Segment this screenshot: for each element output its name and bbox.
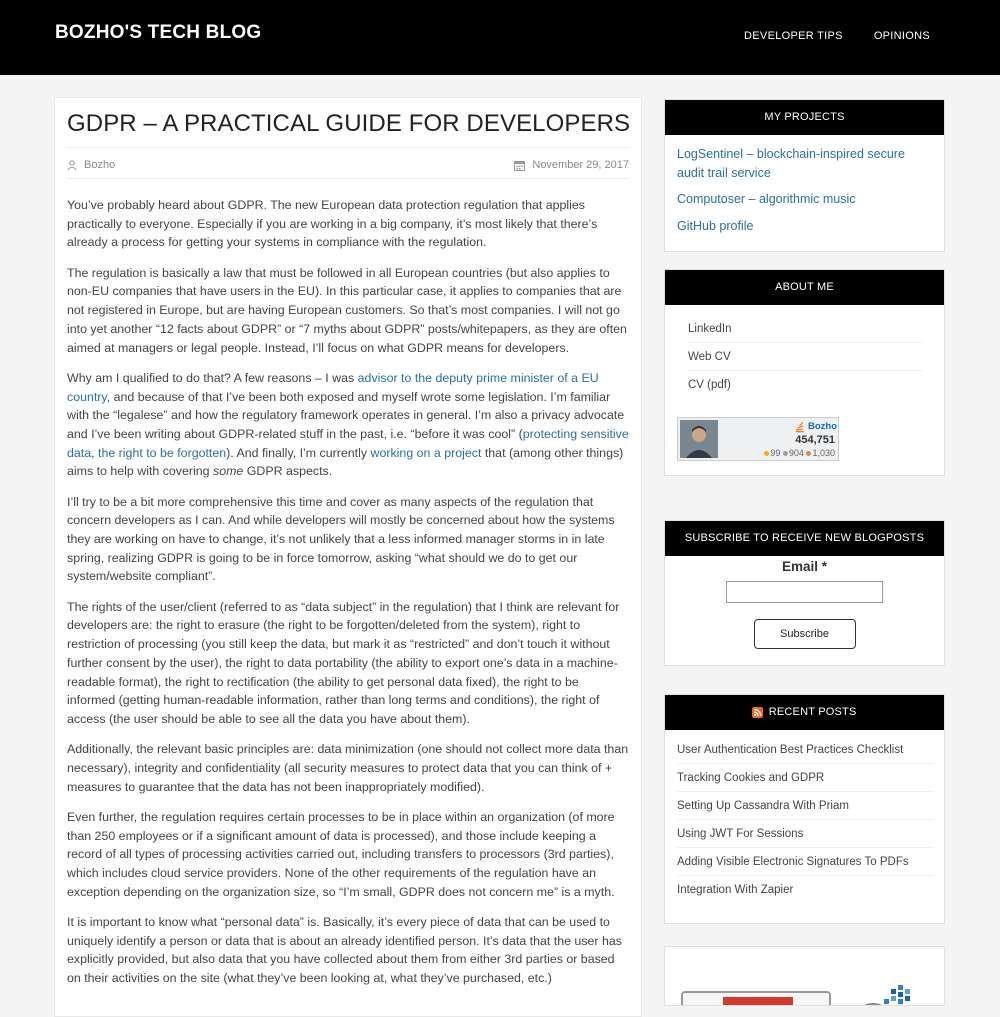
meta-divider	[67, 178, 629, 179]
project-link-logsentinel[interactable]: LogSentinel – blockchain-inspired secure audit trail service	[677, 147, 905, 180]
widget-title: MY PROJECTS	[665, 100, 944, 135]
paragraph-4: I’ll try to be a bit more comprehensive this time and cover as many aspects of the regulation that concern developers as I can. And while developers will mostly be concerned about how the systems they are working on have to change, it’s not unlikely that a less informed manager storms in in late spring, realizing GDPR is going to be in force tomorrow, asking “what should we do to get our system/website compliant”.	[67, 494, 615, 584]
widget-badges	[664, 946, 945, 1006]
link-protecting-sensitive-data[interactable]: protecting sensitive data	[67, 426, 629, 460]
p3-text-6: GDPR aspects.	[243, 464, 333, 479]
recent-post-link[interactable]: User Authentication Best Practices Checklist	[677, 736, 932, 764]
post-meta	[67, 156, 629, 176]
gold-count: 99	[770, 448, 781, 458]
paragraph-3	[67, 369, 629, 481]
silver-count: 904	[788, 448, 804, 458]
p3-text-1: Why am I qualified to do that? A few reasons – I was	[67, 370, 358, 385]
link-working-on-project[interactable]: working on a project	[370, 445, 482, 460]
email-label: Email *	[781, 559, 828, 574]
about-link-web-cv[interactable]: Web CV	[688, 343, 922, 371]
paragraph-5: The rights of the user/client (referred to as “data subject” in the regulation) that I think are relevant for developers are: the right to erasure (the right to be forgotten/deleted from the system), right to restriction of processing (you still keep the data, but mark it as “restricted” and don’t touch it without further consent by the user), the right to data portability (the ability to export one’s data in a machine-readable format), the right to rectification (the ability to get personal data fixed), the right to be informed (getting human-readable information, rather than long terms and conditions), the right of access (the user should be able to see all the data you have about them).	[67, 599, 620, 726]
link-right-to-be-forgotten[interactable]: the right to be forgotten	[98, 445, 227, 460]
gold-badge-icon	[764, 451, 769, 456]
email-field[interactable]	[726, 581, 883, 603]
silver-badge-icon	[783, 451, 788, 456]
post-title: GDPR – A PRACTICAL GUIDE FOR DEVELOPERS	[67, 110, 631, 137]
flair-reputation: 454,751	[795, 434, 835, 446]
site-brand-link[interactable]: BOZHO'S TECH BLOG	[55, 22, 262, 43]
project-link-computoser[interactable]: Computoser – algorithmic music	[677, 192, 856, 206]
paragraph-7: Even further, the regulation requires certain processes to be in place within an organization (of more than 250 employees or if a significant amount of data is processed), and those include keeping a record of all types of processing activities carried out, including transfers to processors (3rd parties), which includes cloud service providers. None of the other requirements of the regulation have an exception depending on the organization size, so “I’m small, GDPR does not concern me” is a myth.	[67, 809, 615, 899]
paragraph-1: You’ve probably heard about GDPR. The new European data protection regulation that applies practically to everyone. Especially if you are working in a big company, it’s most likely that there’s already a process for getting your systems in compliance with the regulation.	[67, 198, 598, 250]
about-link-linkedin[interactable]: LinkedIn	[688, 315, 922, 343]
recent-post-link[interactable]: Adding Visible Electronic Signatures To PDFs	[677, 848, 932, 876]
widget-title: SUBSCRIBE TO RECEIVE NEW BLOGPOSTS	[665, 521, 944, 556]
widget-about-me	[664, 269, 945, 476]
paragraph-6: Additionally, the relevant basic principles are: data minimization (one should not collect more data than necessary), integrity and confidentiality (all security measures to protect data that you can think of + measures to guarantee that the data has not been inappropriately modified).	[67, 742, 629, 794]
paragraph-2: The regulation is basically a law that must be followed in all European countries (but also applies to non-EU companies that have users in the EU). In this particular case, it applies to companies that are not registered in Europe, but are having European customers. So that’s most companies. I will not go into yet another “12 facts about GDPR” or “7 myths about GDPR” posts/whitepapers, as they are often aimed at managers or legal people. Instead, I’ll focus on what GDPR means for developers.	[67, 265, 627, 355]
stackoverflow-flair[interactable]	[677, 417, 839, 461]
flair-username: Bozho	[808, 421, 838, 432]
widget-recent-posts	[664, 694, 945, 924]
bronze-badge-icon	[806, 451, 811, 456]
mvp-badge-logo	[681, 991, 831, 1006]
widget-title: RECENT POSTS	[768, 706, 857, 718]
p3-text-5: that (among other things) aims to help with covering	[67, 445, 624, 479]
recent-post-link[interactable]: Setting Up Cassandra With Priam	[677, 792, 932, 820]
about-link-cv-pdf[interactable]: CV (pdf)	[688, 379, 731, 391]
widget-title-bar	[665, 695, 944, 730]
title-divider	[67, 147, 629, 148]
bronze-count: 1,030	[812, 448, 835, 458]
flair-badges	[764, 448, 835, 458]
paragraph-8: It is important to know what “personal data” is. Basically, it’s every piece of data that can be used to uniquely identify a person or data that is about an already identified person. It’s data that the user has explicitly provided, but also data that you have collected about them from either 3rd parties or based on their activities on the site (what they’ve been looking at, what they’ve purchased, etc.)	[67, 915, 622, 986]
project-link-github[interactable]: GitHub profile	[677, 218, 754, 233]
p3-text-2: , and because of that I’ve been both exposed and myself wrote some legislation. I’m familiar with the “legalese” and how the regulatory framework operates in general. I’m also a privacy advocate and I’ve been writing about GDPR-related stuff in the past, i.e. “before it was cool” (	[67, 389, 625, 441]
post-date: November 29, 2017	[532, 159, 629, 171]
recent-post-link[interactable]: Tracking Cookies and GDPR	[677, 764, 932, 792]
widget-my-projects	[664, 99, 945, 252]
p3-text-3: ,	[91, 445, 99, 460]
certification-badge-logo	[851, 983, 921, 1006]
nav-developer-tips[interactable]: DEVELOPER TIPS	[744, 30, 843, 42]
calendar-icon	[514, 160, 525, 171]
site-header	[0, 0, 1000, 75]
rss-icon[interactable]	[752, 707, 763, 718]
p3-text-4: ). And finally, I’m currently	[226, 445, 371, 460]
post-author[interactable]: Bozho	[84, 159, 116, 171]
avatar	[680, 420, 718, 458]
widget-title: ABOUT ME	[665, 270, 944, 305]
recent-post-link[interactable]: Integration With Zapier	[677, 884, 794, 896]
user-icon	[67, 160, 77, 171]
recent-post-link[interactable]: Using JWT For Sessions	[677, 820, 932, 848]
subscribe-button[interactable]: Subscribe	[754, 619, 856, 649]
post-body	[67, 196, 629, 999]
widget-subscribe	[664, 520, 945, 666]
link-advisor[interactable]: advisor to the deputy prime minister of a EU country	[67, 370, 599, 404]
nav-opinions[interactable]: OPINIONS	[873, 30, 930, 42]
blog-post	[54, 97, 642, 1017]
p3-emphasis: some	[213, 464, 244, 479]
top-navigation	[744, 30, 930, 42]
